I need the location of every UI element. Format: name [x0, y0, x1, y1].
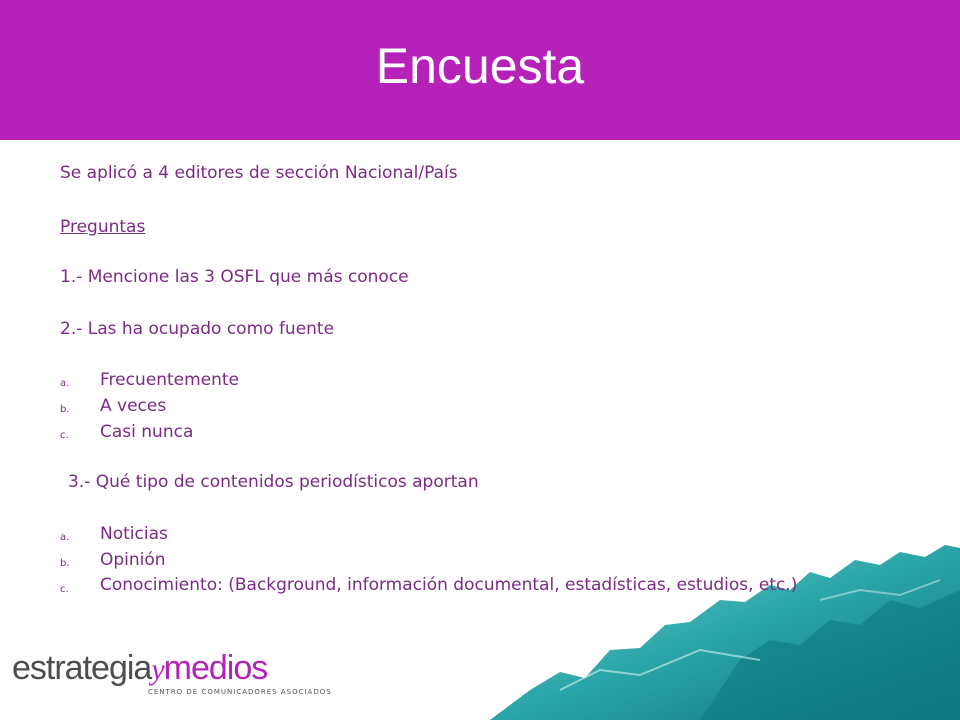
question-3: 3.- Qué tipo de contenidos periodísticos aportan — [68, 472, 479, 492]
logo-part-estrategia: estrategia — [12, 649, 152, 687]
logo-connector: y — [151, 653, 164, 686]
logo-wordmark — [12, 648, 267, 690]
logo-part-medios: medios — [163, 649, 268, 687]
list-item-text: Frecuentemente — [100, 370, 240, 390]
list-item-text: Casi nunca — [100, 422, 194, 442]
questions-heading: Preguntas — [60, 217, 146, 237]
brand-logo — [12, 648, 332, 718]
list-marker: b. — [60, 404, 70, 415]
list-marker: c. — [60, 430, 69, 441]
list-item-text: Noticias — [100, 524, 168, 544]
question-2: 2.- Las ha ocupado como fuente — [60, 319, 335, 339]
list-item-text: A veces — [100, 396, 167, 416]
list-marker: a. — [60, 378, 70, 389]
question-1: 1.- Mencione las 3 OSFL que más conoce — [60, 267, 409, 287]
slide-title: Encuesta — [375, 38, 585, 94]
list-item-text: Opinión — [100, 550, 166, 570]
list-marker: a. — [60, 532, 70, 543]
logo-tagline: CENTRO DE COMUNICADORES ASOCIADOS — [148, 688, 332, 696]
list-marker: c. — [60, 584, 69, 595]
list-item-text: Conocimiento: (Background, información documental, estadísticas, estudios, etc.) — [100, 575, 798, 595]
list-marker: b. — [60, 558, 70, 569]
intro-text: Se aplicó a 4 editores de sección Nacional/País — [60, 163, 458, 183]
